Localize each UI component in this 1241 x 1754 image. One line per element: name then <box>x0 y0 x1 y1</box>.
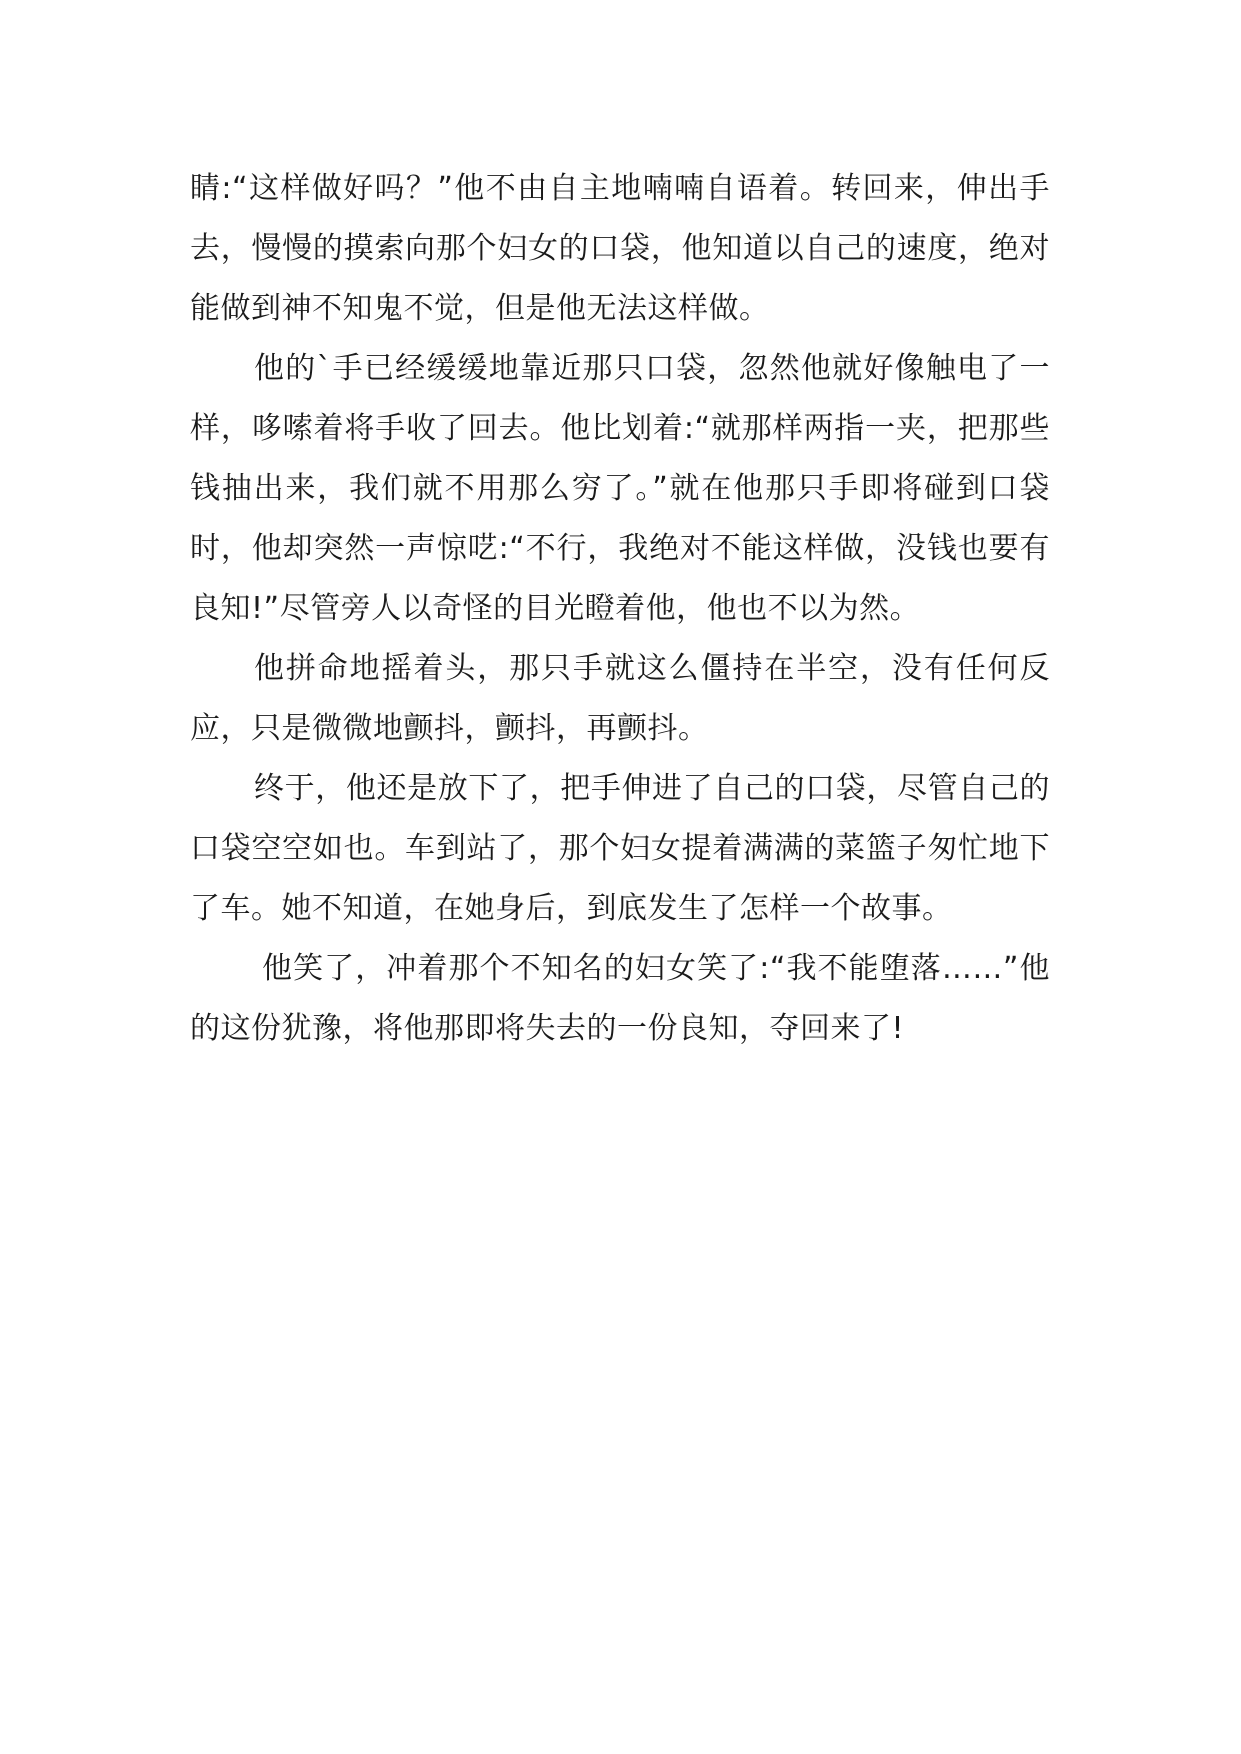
body-text <box>190 159 1050 1059</box>
paragraph-4: 终于，他还是放下了，把手伸进了自己的口袋，尽管自己的口袋空空如也。车到站了，那个妇女提着满满的菜篮子匆忙地下了车。她不知道，在她身后，到底发生了怎样一个故事。 <box>190 771 1050 926</box>
paragraph-1: 睛:“这样做好吗？”他不由自主地喃喃自语着。转回来，伸出手去，慢慢的摸索向那个妇女的口袋，他知道以自己的速度，绝对能做到神不知鬼不觉，但是他无法这样做。 <box>190 171 1050 326</box>
paragraph-5: 他笑了，冲着那个不知名的妇女笑了:“我不能堕落……”他的这份犹豫，将他那即将失去的一份良知，夺回来了! <box>190 951 1050 1046</box>
paragraph-3: 他拼命地摇着头，那只手就这么僵持在半空，没有任何反应，只是微微地颤抖，颤抖，再颤抖。 <box>190 651 1050 746</box>
paragraph-2: 他的`手已经缓缓地靠近那只口袋，忽然他就好像触电了一样，哆嗦着将手收了回去。他比划着:“就那样两指一夹，把那些钱抽出来，我们就不用那么穷了。”就在他那只手即将碰到口袋时，他却突然一声惊呓:“不行，我绝对不能这样做，没钱也要有良知!”尽管旁人以奇怪的目光瞪着他，他也不以为然。 <box>190 351 1050 626</box>
